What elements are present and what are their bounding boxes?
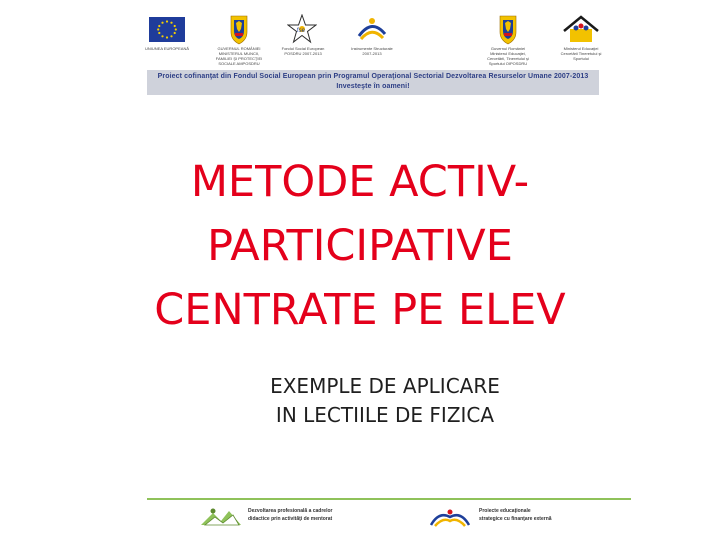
footer-right-text xyxy=(479,507,609,523)
svg-text:fse: fse xyxy=(297,28,306,34)
logo-caption: Fondul Social European POSDRU 2007-2013 xyxy=(281,46,325,56)
title-line: METODE ACTIV- xyxy=(190,157,530,207)
slide-title xyxy=(0,150,720,342)
romania-coat-of-arms-icon xyxy=(497,14,519,46)
cofinancing-banner xyxy=(147,70,599,95)
mentoring-project-logo-icon xyxy=(199,505,243,529)
footer-right-line: Proiecte educaţionale xyxy=(479,508,531,514)
footer-left-line: didactice prin activităţi de mentorat xyxy=(248,516,333,522)
banner-line-2: Investeşte în oameni! xyxy=(336,83,410,90)
banner-line-1: Proiect cofinanţat din Fondul Social European prin Programul Operaţional Sectorial Dezvoltarea Resurselor Umane 2007-2013 xyxy=(157,73,589,80)
title-line: CENTRATE PE ELEV xyxy=(154,285,566,335)
eu-flag-icon xyxy=(149,14,185,46)
footer-left-text xyxy=(248,507,388,523)
education-ministry-icon xyxy=(561,14,601,46)
strategic-projects-logo-icon xyxy=(427,505,473,529)
structural-instruments-icon xyxy=(355,14,389,46)
subtitle-line: IN LECTIILE DE FIZICA xyxy=(275,403,495,427)
logo-caption: GUVERNUL ROMÂNIEI MINISTERUL MUNCII, FAMILIEI ŞI PROTECŢIEI SOCIALE AMPOSDRU xyxy=(215,46,263,66)
title-line: PARTICIPATIVE xyxy=(207,221,513,271)
logo-caption: UNIUNEA EUROPEANĂ xyxy=(144,46,189,51)
fse-star-icon xyxy=(287,14,317,46)
logo-caption: Guvernul României Ministerul Educaţiei, Cercetării, Tineretului şi Sportului OIPOSDRU xyxy=(487,46,529,66)
subtitle-line: EXEMPLE DE APLICARE xyxy=(270,374,500,398)
footer-right-line: strategice cu finanţare externă xyxy=(479,516,552,522)
logo-caption: Instrumente Structurale 2007-2013 xyxy=(351,46,393,56)
footer-left-line: Dezvoltarea profesională a cadrelor xyxy=(248,508,333,514)
footer-divider xyxy=(147,498,631,500)
romania-coat-of-arms-icon xyxy=(228,14,250,46)
slide-subtitle xyxy=(0,372,720,430)
logo-caption: Ministerul Educaţiei Cercetării Tineretului şi Sportului xyxy=(560,46,602,61)
